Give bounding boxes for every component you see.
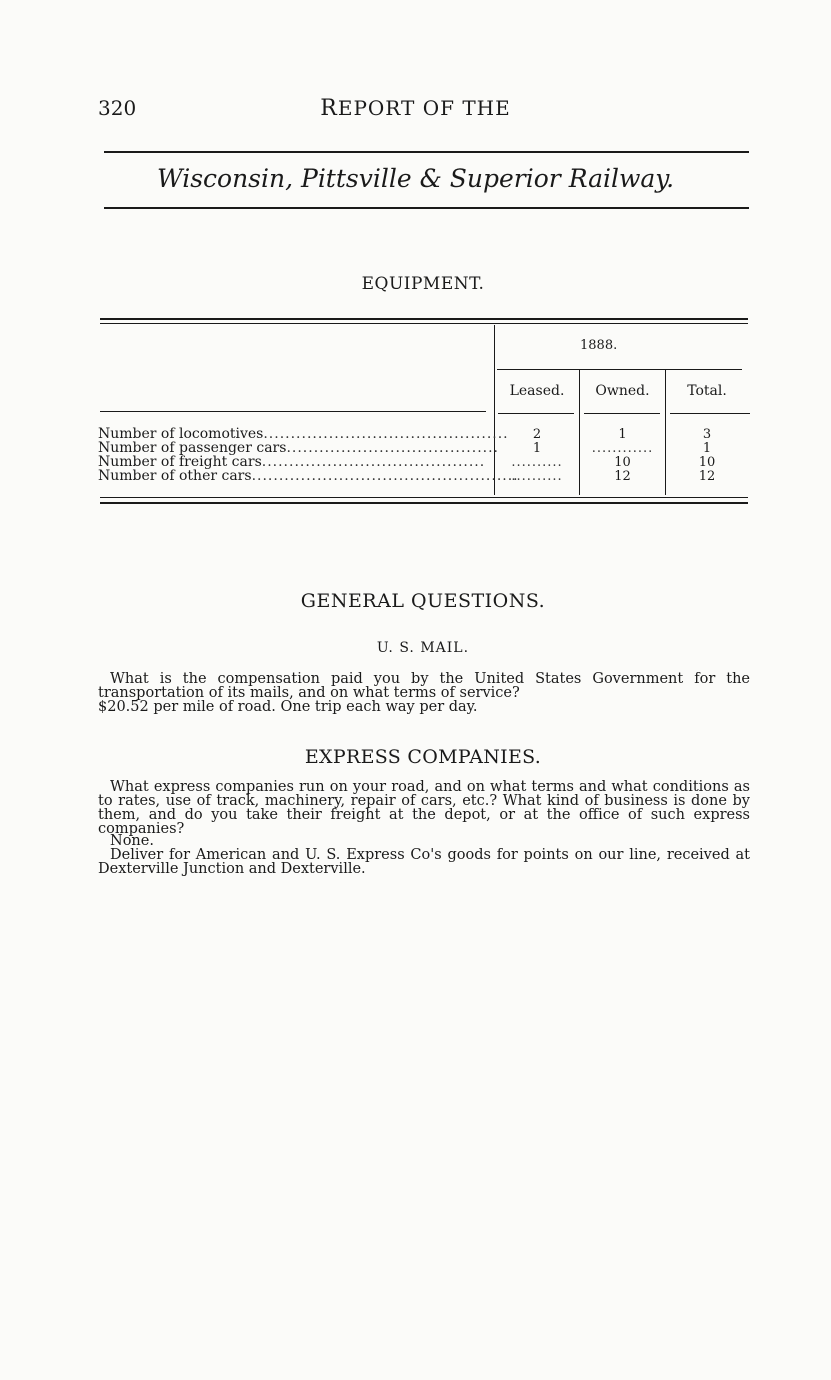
dot-leader: ................................................. — [251, 468, 519, 484]
running-head-text: EPORT OF THE — [337, 96, 511, 120]
table-bottom-rule — [100, 497, 748, 498]
dot-leader: ....................................... — [286, 440, 499, 456]
express-answer-none: None. — [110, 833, 154, 849]
mail-answer: $20.52 per mile of road. One trip each way per day. — [98, 699, 478, 715]
express-answer-delivery: Deliver for American and U. S. Express Co's goods for points on our line, received at Dexterville Junction and Dexterville. — [98, 847, 750, 877]
us-mail-heading: U. S. MAIL. — [376, 640, 470, 656]
cell-total: 12 — [698, 469, 716, 484]
cell-leased: 1 — [532, 441, 542, 456]
column-header-total: Total. — [687, 383, 727, 399]
table-row — [98, 441, 499, 455]
cell-leased: 2 — [532, 427, 542, 442]
table-top-rule — [100, 318, 748, 320]
header-rule-stub — [100, 411, 486, 412]
row-label: Number of locomotives — [98, 426, 264, 442]
row-label: Number of other cars — [98, 468, 252, 484]
top-rule — [104, 151, 749, 153]
cell-owned: 10 — [614, 455, 631, 470]
title-rule — [104, 207, 749, 209]
table-row — [98, 455, 485, 469]
general-questions-heading: GENERAL QUESTIONS. — [300, 590, 546, 612]
running-head — [0, 96, 831, 121]
express-question: What express companies run on your road, and on what terms and what conditions as to rates, use of track, machinery, repair of cars, etc.? What kind of business is done by them, and do you take their freight at the depot, or at the office of such express companies? — [98, 779, 750, 837]
header-rule-leased — [498, 413, 574, 414]
cell-total: 10 — [698, 455, 716, 470]
cell-owned-empty: ............ — [591, 441, 654, 456]
railway-title: Wisconsin, Pittsville & Superior Railway. — [156, 164, 675, 193]
table-bottom-rule-thick — [100, 502, 748, 504]
cell-leased-empty: .......... — [511, 469, 563, 484]
table-divider — [579, 370, 580, 495]
year-header: 1888. — [580, 338, 618, 353]
running-head-initial: R — [320, 96, 338, 121]
cell-owned: 1 — [618, 427, 627, 442]
page-number: 320 — [98, 96, 137, 120]
dot-leader: ............................................. — [263, 426, 509, 442]
equipment-heading: EQUIPMENT. — [361, 274, 485, 294]
express-companies-heading: EXPRESS COMPANIES. — [304, 746, 542, 768]
year-rule — [497, 369, 742, 370]
cell-total: 1 — [702, 441, 712, 456]
cell-total: 3 — [702, 427, 712, 442]
row-label: Number of freight cars — [98, 454, 262, 470]
header-rule-owned — [584, 413, 660, 414]
table-top-rule-thin — [100, 323, 748, 324]
row-label: Number of passenger cars — [98, 440, 287, 456]
table-row — [98, 427, 509, 441]
cell-owned: 12 — [614, 469, 631, 484]
mail-question: What is the compensation paid you by the United States Government for the transportation of its mails, and on what terms of service? — [98, 671, 750, 701]
column-header-owned: Owned. — [595, 383, 650, 399]
header-rule-total — [670, 413, 750, 414]
table-divider — [665, 370, 666, 495]
table-row — [98, 469, 519, 483]
column-header-leased: Leased. — [509, 383, 565, 399]
cell-leased-empty: .......... — [511, 455, 563, 470]
dot-leader: ......................................... — [261, 454, 486, 470]
